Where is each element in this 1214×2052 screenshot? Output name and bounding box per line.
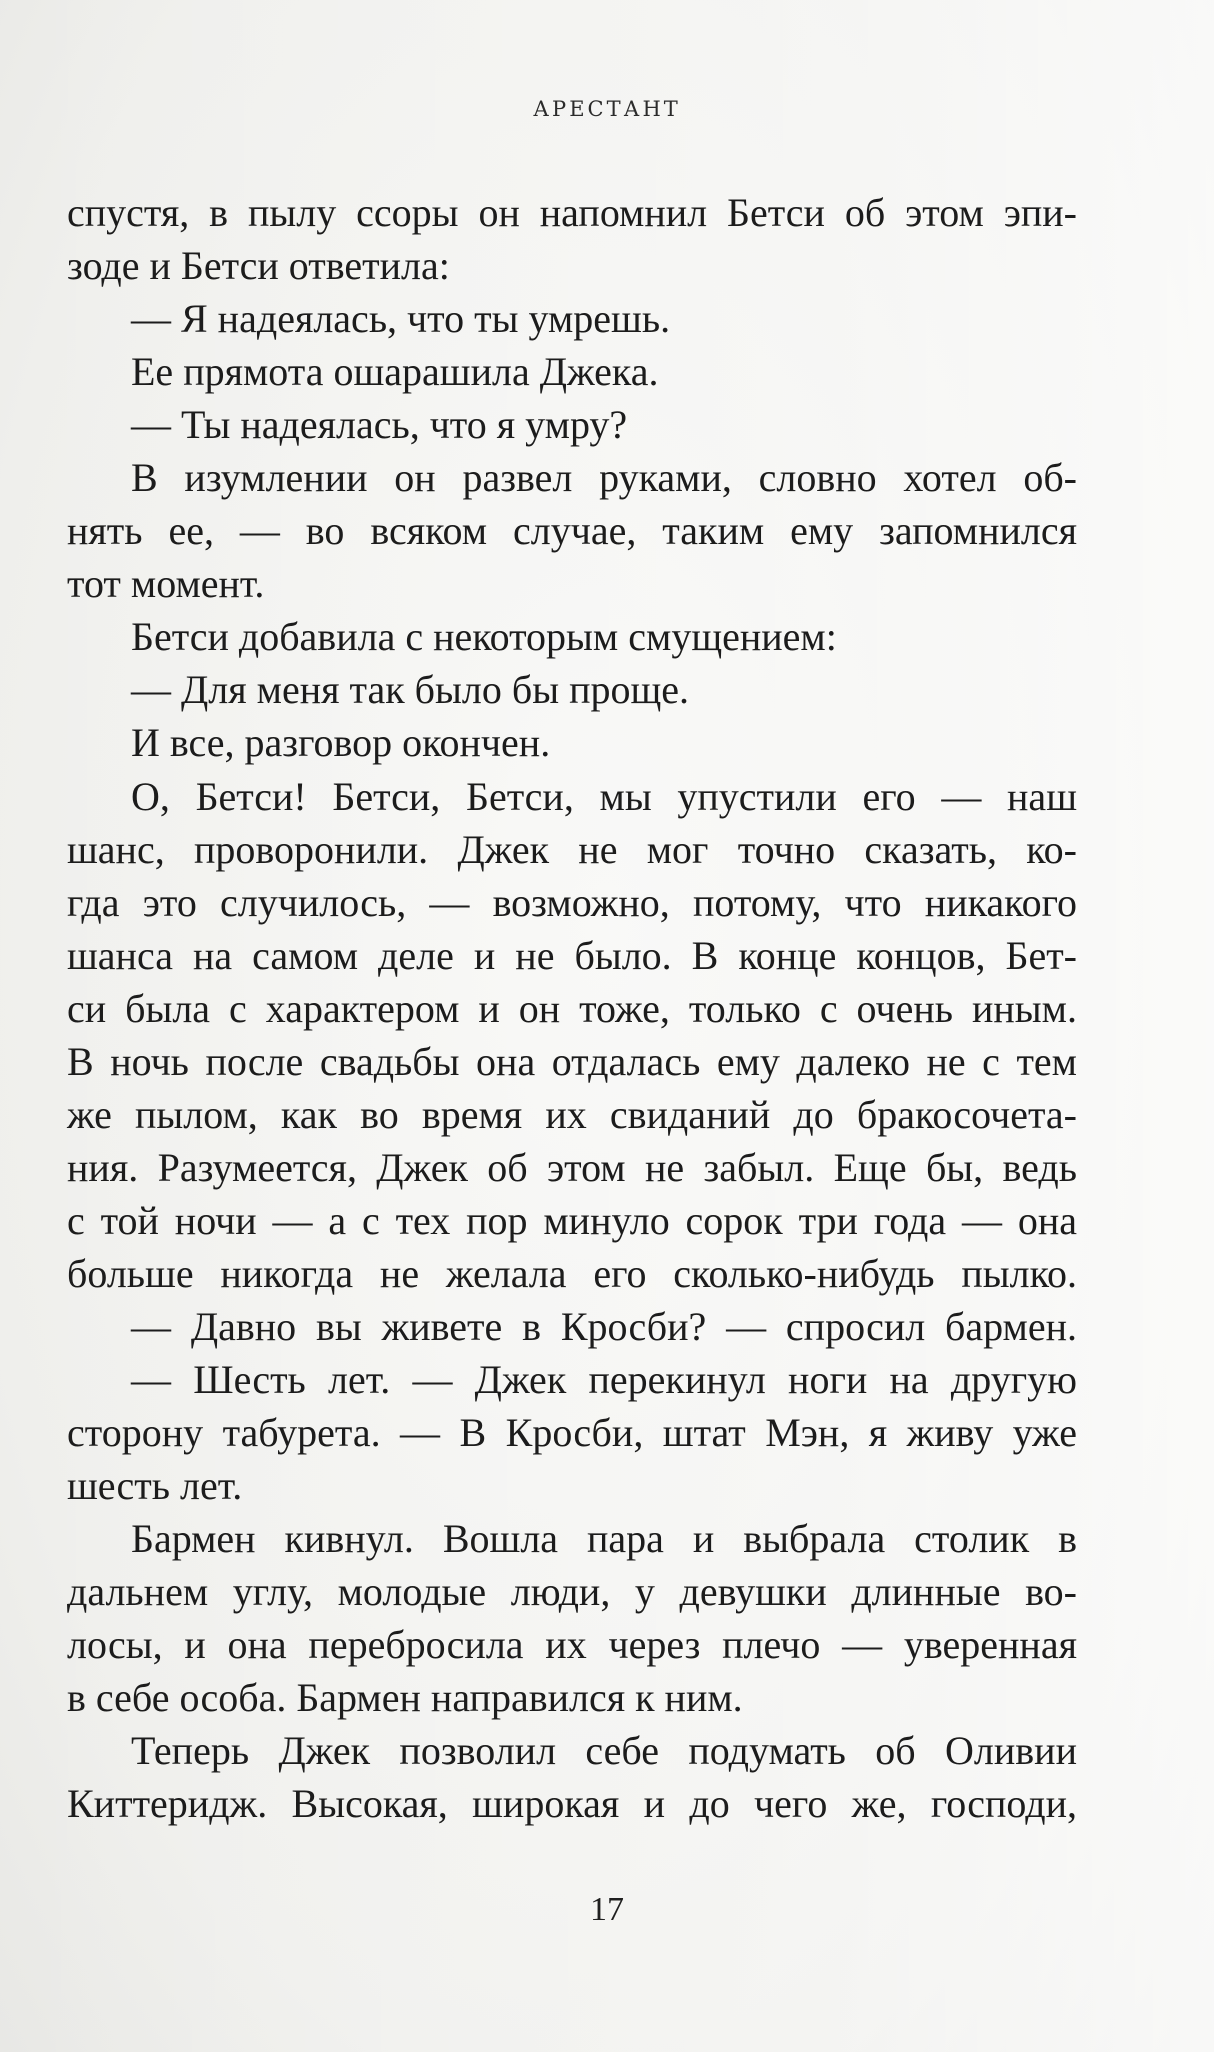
text-line: спустя, в пылу ссоры он напомнил Бетси об этом эпи- [67, 190, 1077, 235]
text-line: — Ты надеялась, что я умру? [131, 402, 628, 448]
text-line: В ночь после свадьбы она отдалась ему далеко не с тем [67, 1038, 1077, 1084]
text-line: же пылом, как во время их свиданий до бракосочета- [67, 1091, 1077, 1137]
text-line: О, Бетси! Бетси, Бетси, мы упустили его — наш [131, 773, 1077, 819]
text-line: Бетси добавила с некоторым смущением: [131, 614, 837, 660]
body-text [67, 186, 1077, 1830]
text-line: — Давно вы живете в Кросби? — спросил бармен. [131, 1303, 1077, 1349]
text-line: — Шесть лет. — Джек перекинул ноги на другую [131, 1357, 1077, 1403]
text-line: в себе особа. Бармен направился к ним. [67, 1675, 743, 1721]
text-line: Бармен кивнул. Вошла пара и выбрала столик в [131, 1516, 1077, 1562]
text-line: больше никогда не желала его сколько-нибудь пылко. [67, 1250, 1077, 1296]
text-line: зоде и Бетси ответила: [67, 243, 450, 289]
text-line: дальнем углу, молодые люди, у девушки длинные во- [67, 1569, 1077, 1615]
text-line: сторону табурета. — В Кросби, штат Мэн, я живу уже [67, 1410, 1077, 1456]
running-head: АРЕСТАНТ [533, 97, 681, 121]
text-line: И все, разговор окончен. [131, 720, 551, 766]
text-line: гда это случилось, — возможно, потому, что никакого [67, 879, 1077, 925]
text-line: шанса на самом деле и не было. В конце концов, Бет- [67, 932, 1077, 978]
text-line: — Для меня так было бы проще. [131, 667, 690, 713]
text-line: нять ее, — во всяком случае, таким ему запомнился [67, 508, 1077, 554]
text-line: тот момент. [67, 561, 265, 607]
text-line: шанс, проворонили. Джек не мог точно сказать, ко- [67, 826, 1077, 872]
text-line: с той ночи — а с тех пор минуло сорок три года — она [67, 1197, 1077, 1243]
text-line: ния. Разумеется, Джек об этом не забыл. Еще бы, ведь [67, 1144, 1077, 1190]
text-line: си была с характером и он тоже, только с очень иным. [67, 985, 1077, 1031]
text-line: лосы, и она перебросила их через плечо — уверенная [67, 1622, 1077, 1668]
text-line: Ее прямота ошарашила Джека. [131, 349, 659, 395]
page-number: 17 [590, 1891, 624, 1928]
text-line: Теперь Джек позволил себе подумать об Оливии [131, 1728, 1077, 1774]
text-line: — Я надеялась, что ты умрешь. [131, 296, 671, 342]
text-line: В изумлении он развел руками, словно хотел об- [131, 455, 1077, 501]
text-line: Киттеридж. Высокая, широкая и до чего же, господи, [67, 1781, 1077, 1827]
text-line: шесть лет. [67, 1463, 243, 1509]
